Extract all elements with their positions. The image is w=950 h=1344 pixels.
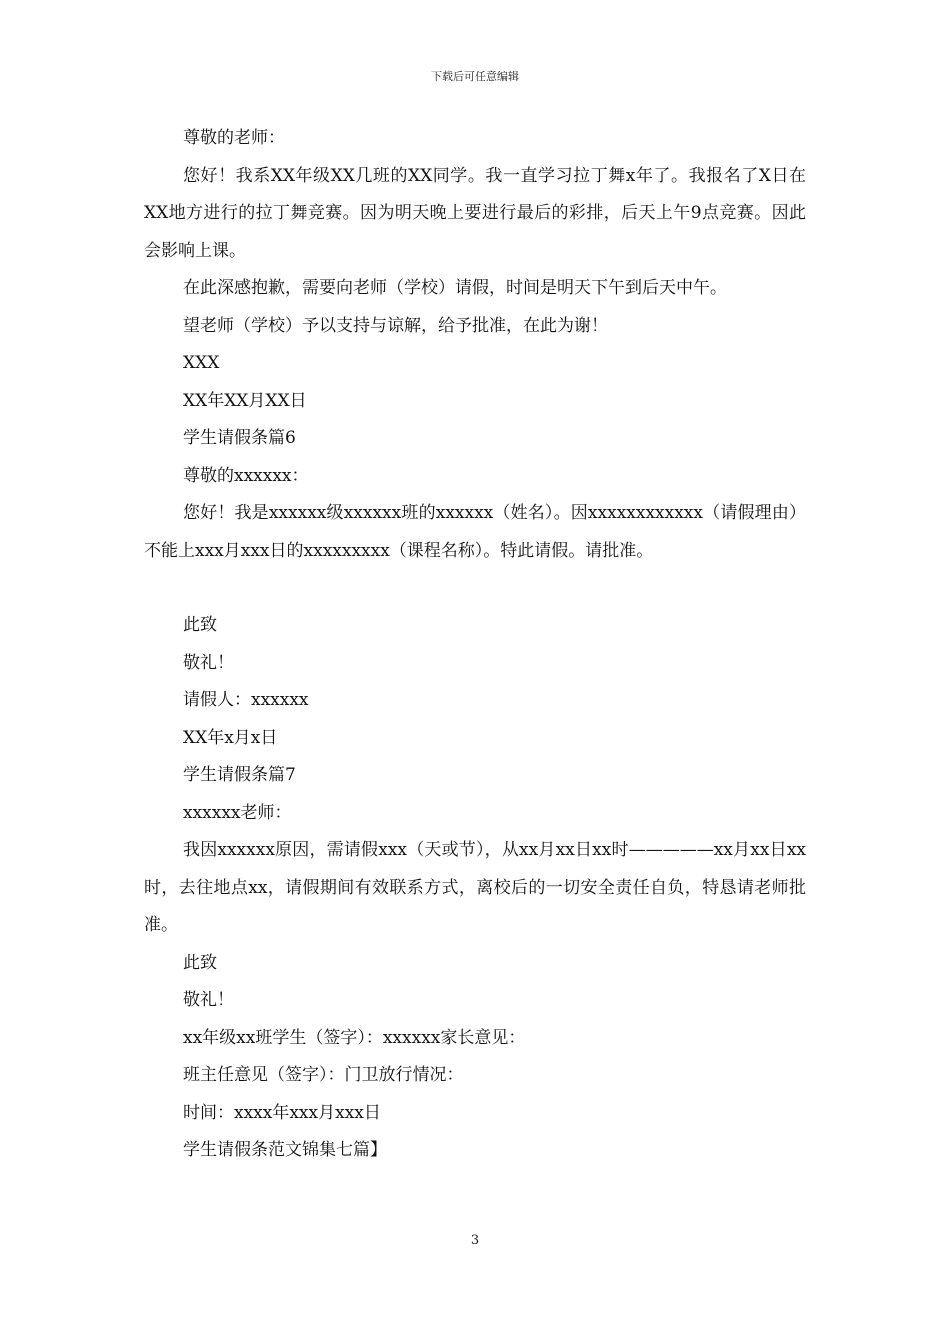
body-paragraph: 您好！我系XX年级XX几班的XX同学。我一直学习拉丁舞x年了。我报名了X日在XX地方进行的拉丁舞竞赛。因为明天晚上要进行最后的彩排，后天上午9点竞赛。因此会影响上课。 <box>144 165 806 261</box>
section-heading: 学生请假条范文锦集七篇】 <box>183 1140 387 1160</box>
section-heading: 学生请假条篇6 <box>183 428 296 448</box>
signature-line: 班主任意见（签字）：门卫放行情况： <box>183 1065 464 1085</box>
document-body <box>144 120 806 1170</box>
closing-line: 此致 <box>183 952 217 973</box>
body-paragraph: 我因xxxxxx原因，需请假xxx（天或节），从xx月xx日xx时—————xx月xx日xx时，去往地点xx，请假期间有效联系方式，离校后的一切安全责任自负，特恳请老师批准。 <box>144 840 806 935</box>
blank-line <box>144 570 806 607</box>
signature-date: XX年XX月XX日 <box>183 390 307 411</box>
page-header: 下载后可任意编辑 <box>431 70 519 83</box>
signature-date: XX年x月x日 <box>183 727 278 748</box>
body-paragraph: 在此深感抱歉，需要向老师（学校）请假，时间是明天下午到后天中午。 <box>183 278 727 298</box>
body-paragraph: 您好！我是xxxxxx级xxxxxx班的xxxxxx（姓名）。因xxxxxxxxxxxx（请假理由）不能上xxx月xxx日的xxxxxxxxx（课程名称）。特此请假。请批准。 <box>144 503 806 561</box>
signature-line: xx年级xx班学生（签字）：xxxxxx家长意见： <box>183 1027 526 1048</box>
body-paragraph: 望老师（学校）予以支持与谅解，给予批准，在此为谢！ <box>183 315 608 336</box>
signature-date: 时间：xxxx年xxx月xxx日 <box>183 1102 381 1123</box>
page-number: 3 <box>470 1233 480 1248</box>
signature-name: 请假人：xxxxxx <box>183 690 309 710</box>
closing-line: 此致 <box>183 615 217 635</box>
salutation: xxxxxx老师： <box>183 802 292 823</box>
salutation: 尊敬的xxxxxx： <box>183 465 309 486</box>
signature-name: XXX <box>183 353 220 373</box>
salutation: 尊敬的老师： <box>183 128 285 148</box>
section-heading: 学生请假条篇7 <box>183 765 296 785</box>
closing-line: 敬礼！ <box>183 990 234 1010</box>
closing-line: 敬礼！ <box>183 652 234 673</box>
